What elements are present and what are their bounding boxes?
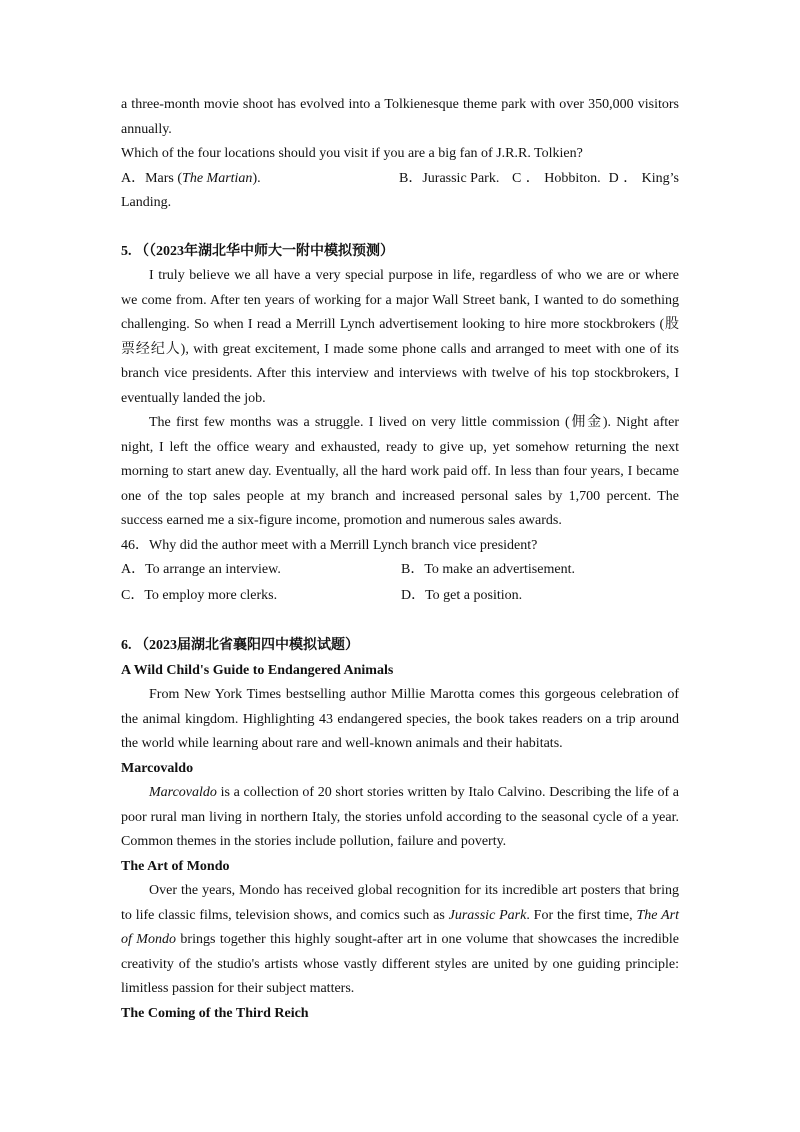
sec5-option-b: B．To make an advertisement.: [401, 562, 575, 577]
sec4-option-a: A．Mars (The Martian).: [121, 170, 261, 186]
sec5-option-d: D．To get a position.: [401, 588, 523, 603]
sec4-option-b: B．Jurassic Park.: [399, 170, 500, 186]
sec4-question: Which of the four locations should you visit if you are a big fan of J.R.R. Tolkien?: [121, 146, 583, 161]
sec4-passage-tail: a three-month movie shoot has evolved into a Tolkienesque theme park with over 350,000 visitors annually.: [121, 97, 679, 137]
book-3-description: Over the years, Mondo has received global recognition for its incredible art posters that bring to life classic films, television shows, and comics such as Jurassic Park. For the first time, The Art of Mondo brings together this highly sought-after art in one volume that showcases the incredible creativity of the studio's artists whose vastly different styles are united by one guiding principle: limitless passion for their subject matters.: [121, 883, 680, 996]
sec5-question: 46．Why did the author meet with a Merrill Lynch branch vice president?: [121, 537, 538, 553]
book-4-title: The Coming of the Third Reich: [121, 1005, 309, 1021]
sec4-option-d: D．King’s Landing.: [121, 170, 679, 210]
sec5-paragraph-1: I truly believe we all have a very special purpose in life, regardless of who we are or where we come from. After ten years of working for a major Wall Street bank, I wanted to do something challenging. So when I read a Merrill Lynch advertisement looking to hire more stockbrokers (股票经纪人), with great excitement, I made some phone calls and arranged to meet with one of its branch vice presidents. After this interview and interviews with twelve of his top stockbrokers, I eventually landed the job.: [121, 268, 679, 406]
sec6-heading: 6. （2023届湖北省襄阳四中模拟试题）: [121, 638, 359, 653]
sec5-paragraph-2: The first few months was a struggle. I lived on very little commission (佣金). Night after night, I left the office weary and exhausted, ready to give up, yet somehow returning the next morning to start anew day. Eventually, all the hard work paid off. In less than four years, I became one of the top sales people at my branch and increased personal sales by 1,700 percent. The success earned me a six-figure income, promotion and numerous sales awards.: [121, 415, 679, 528]
book-1-description: From New York Times bestselling author Millie Marotta comes this gorgeous celebration of the animal kingdom. Highlighting 43 endangered species, the book takes readers on a trip around the world while learning about rare and well-known animals and their habitats.: [121, 687, 679, 751]
sec5-option-a: A．To arrange an interview.: [121, 562, 281, 577]
sec4-options: [121, 167, 679, 216]
book-3-title: The Art of Mondo: [121, 858, 230, 874]
sec5-option-c: C．To employ more clerks.: [121, 588, 278, 603]
sec5-heading: 5. （（2023年湖北华中师大一附中模拟预测）: [121, 243, 394, 259]
book-2-description: Marcovaldo is a collection of 20 short stories written by Italo Calvino. Describing the life of a poor rural man living in northern Italy, the stories unfold according to the seasonal cycle of a year. Common themes in the stories include pollution, failure and poverty.: [121, 785, 679, 849]
book-2-title: Marcovaldo: [121, 760, 194, 776]
document-page: [121, 93, 679, 1026]
book-1-title: A Wild Child's Guide to Endangered Animals: [121, 662, 394, 678]
sec4-option-c: C．Hobbiton.: [512, 170, 601, 186]
